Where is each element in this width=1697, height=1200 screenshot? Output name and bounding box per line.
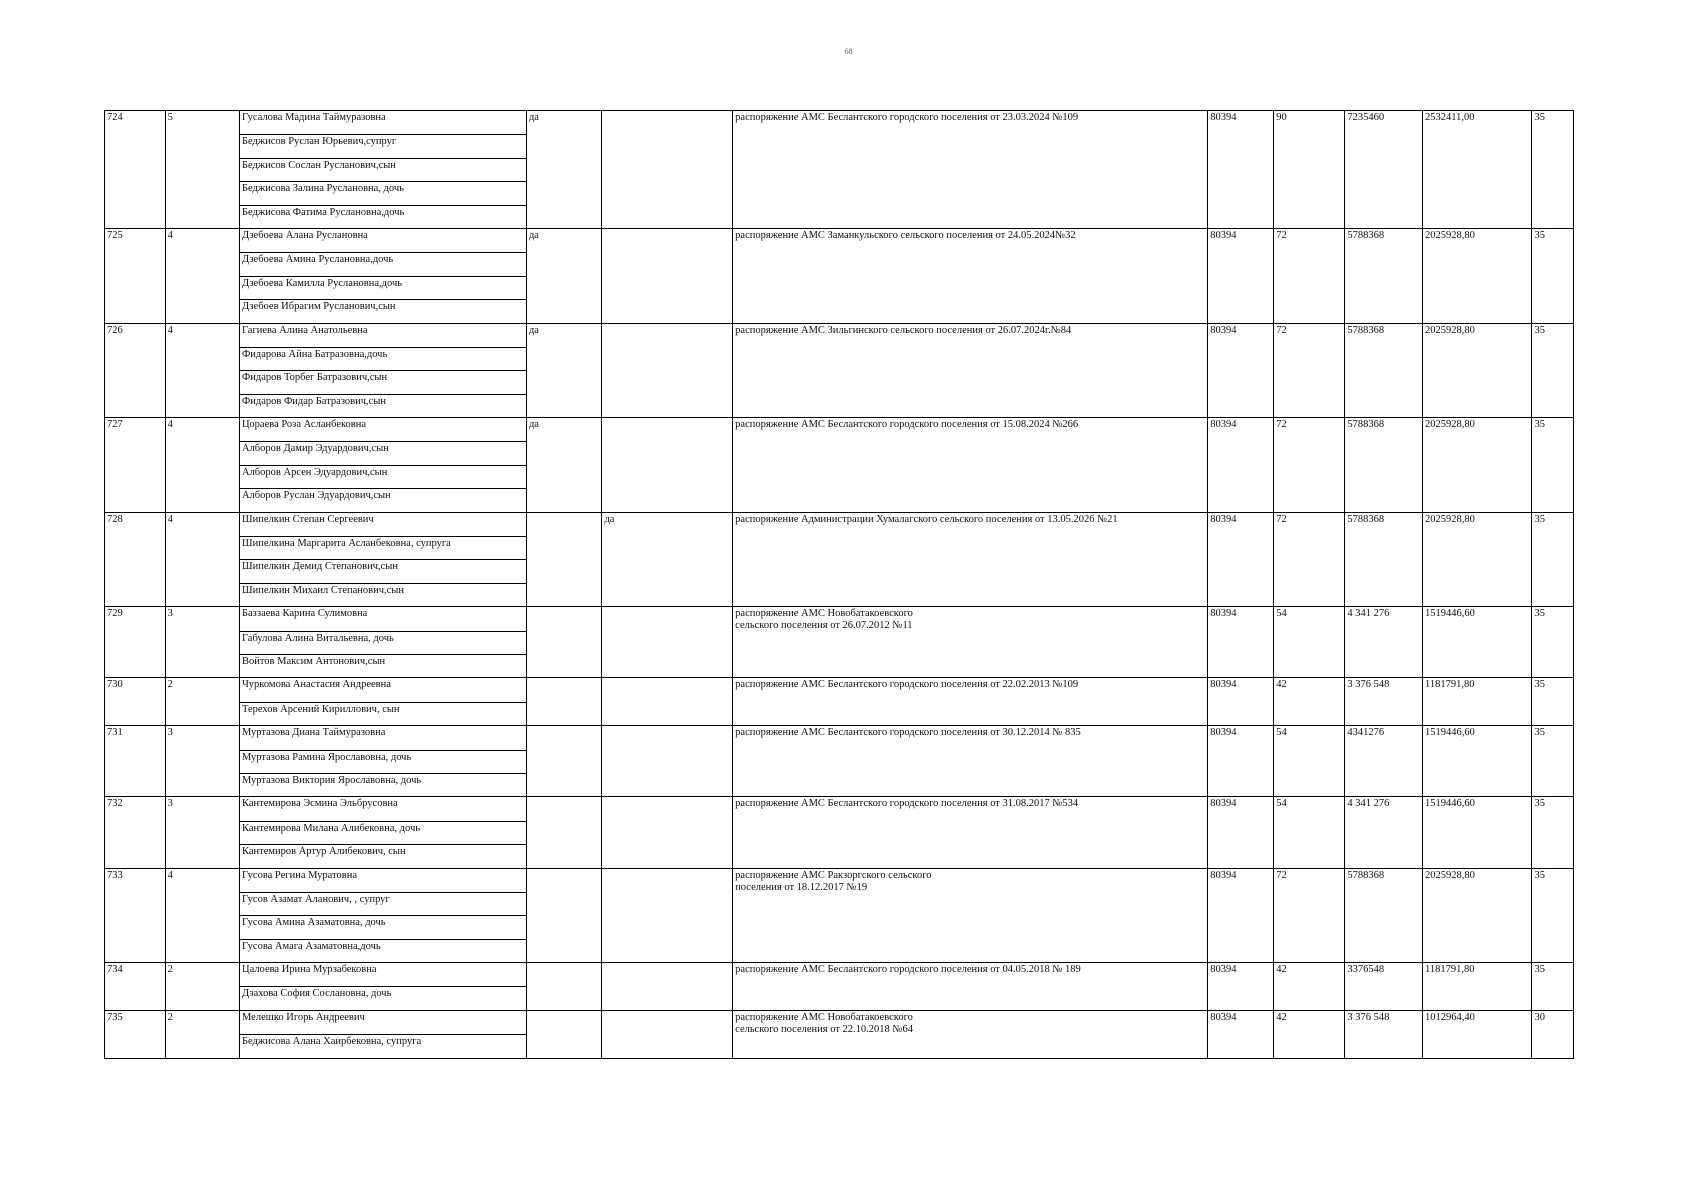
total-cost-cell: 5788368 xyxy=(1345,868,1423,963)
family-members-list xyxy=(240,678,526,725)
flag-cell-b: да xyxy=(602,512,733,607)
family-member: Гагиева Алина Анатольевна xyxy=(241,324,368,336)
flag-cell-a xyxy=(526,868,601,963)
total-cost-cell: 4 341 276 xyxy=(1345,607,1423,678)
family-member: Кантемирова Эсмина Эльбрусовна xyxy=(241,798,398,810)
family-members-cell xyxy=(239,512,526,607)
family-member: Кантемиров Артур Алибекович, сын xyxy=(240,844,526,867)
family-member: Цалоева Ирина Мурзабековна xyxy=(241,964,377,976)
family-size-cell: 3 xyxy=(165,797,239,868)
flag-cell-a: да xyxy=(526,111,601,229)
family-member: Дзебоева Амина Руслановна,дочь xyxy=(240,252,526,275)
table-row xyxy=(105,726,1574,797)
percent-cell: 35 xyxy=(1532,418,1574,513)
row-number-cell: 727 xyxy=(105,418,166,513)
percent-cell: 35 xyxy=(1532,228,1574,323)
area-cell: 42 xyxy=(1274,678,1345,726)
row-number-cell: 726 xyxy=(105,323,166,418)
page-number: 68 xyxy=(844,47,853,56)
decree-cell: распоряжение АМС Беслантского городского поселения от 30.12.2014 № 835 xyxy=(733,726,1208,797)
decree-cell: распоряжение АМС Беслантского городского поселения от 22.02.2013 №109 xyxy=(733,678,1208,726)
subsidy-cell: 1012964,40 xyxy=(1422,1010,1531,1058)
code-cell: 80394 xyxy=(1208,111,1274,229)
percent-cell: 35 xyxy=(1532,797,1574,868)
family-size-cell: 4 xyxy=(165,418,239,513)
total-cost-cell: 3376548 xyxy=(1345,963,1423,1011)
family-members-list xyxy=(240,418,526,512)
code-cell: 80394 xyxy=(1208,1010,1274,1058)
subsidy-cell: 2025928,80 xyxy=(1422,228,1531,323)
flag-cell-b xyxy=(602,963,733,1011)
family-members-cell xyxy=(239,1010,526,1058)
decree-cell: распоряжение АМС Беслантского городского поселения от 31.08.2017 №534 xyxy=(733,797,1208,868)
area-cell: 72 xyxy=(1274,323,1345,418)
flag-cell-b xyxy=(602,228,733,323)
row-number-cell: 725 xyxy=(105,228,166,323)
table-row xyxy=(105,868,1574,963)
flag-cell-a xyxy=(526,1010,601,1058)
family-member: Гусов Азамат Аланович, , супруг xyxy=(240,892,526,915)
table-row xyxy=(105,678,1574,726)
code-cell: 80394 xyxy=(1208,418,1274,513)
family-member: Терехов Арсений Кириллович, сын xyxy=(240,702,526,725)
subsidy-cell: 1519446,60 xyxy=(1422,797,1531,868)
decree-cell: распоряжение АМС Ракзоргского сельского поселения от 18.12.2017 №19 xyxy=(733,868,1208,963)
table-row xyxy=(105,111,1574,229)
family-member: Гусалова Мадина Таймуразовна xyxy=(241,112,386,123)
family-member: Дзебоева Камилла Руслановна,дочь xyxy=(240,276,526,299)
row-number-cell: 732 xyxy=(105,797,166,868)
family-member: Дзебоева Алана Руслановна xyxy=(241,229,368,241)
flag-cell-a xyxy=(526,607,601,678)
percent-cell: 35 xyxy=(1532,607,1574,678)
family-member: Беджисов Руслан Юрьевич,супруг xyxy=(240,134,526,157)
family-size-cell: 2 xyxy=(165,678,239,726)
row-number-cell: 729 xyxy=(105,607,166,678)
flag-cell-a xyxy=(526,963,601,1011)
code-cell: 80394 xyxy=(1208,607,1274,678)
decree-cell: распоряжение АМС Новобатакоевского сельского поселения от 26.07.2012 №11 xyxy=(733,607,1208,678)
subsidy-cell: 1519446,60 xyxy=(1422,726,1531,797)
total-cost-cell: 5788368 xyxy=(1345,418,1423,513)
area-cell: 72 xyxy=(1274,228,1345,323)
housing-register-table xyxy=(104,110,1574,1059)
table-row xyxy=(105,1010,1574,1058)
row-number-cell: 733 xyxy=(105,868,166,963)
family-member: Алборов Арсен Эдуардович,сын xyxy=(240,465,526,488)
percent-cell: 35 xyxy=(1532,726,1574,797)
family-member: Шипелкин Демид Степанович,сын xyxy=(240,559,526,582)
family-members-list xyxy=(240,869,526,963)
flag-cell-b xyxy=(602,797,733,868)
flag-cell-b xyxy=(602,1010,733,1058)
family-members-list xyxy=(240,229,526,323)
family-members-cell xyxy=(239,228,526,323)
family-members-cell xyxy=(239,868,526,963)
area-cell: 54 xyxy=(1274,797,1345,868)
family-members-list xyxy=(240,324,526,418)
row-number-cell: 728 xyxy=(105,512,166,607)
code-cell: 80394 xyxy=(1208,678,1274,726)
family-size-cell: 5 xyxy=(165,111,239,229)
area-cell: 72 xyxy=(1274,418,1345,513)
family-member: Мелешко Игорь Андреевич xyxy=(241,1011,365,1023)
area-cell: 90 xyxy=(1274,111,1345,229)
row-number-cell: 734 xyxy=(105,963,166,1011)
code-cell: 80394 xyxy=(1208,323,1274,418)
percent-cell: 35 xyxy=(1532,111,1574,229)
code-cell: 80394 xyxy=(1208,797,1274,868)
family-member: Алборов Дамир Эдуардович,сын xyxy=(240,441,526,464)
total-cost-cell: 3 376 548 xyxy=(1345,1010,1423,1058)
decree-cell: распоряжение Администрации Хумалагского сельского поселения от 13.05.2026 №21 xyxy=(733,512,1208,607)
family-size-cell: 4 xyxy=(165,868,239,963)
family-members-cell xyxy=(239,797,526,868)
area-cell: 42 xyxy=(1274,963,1345,1011)
subsidy-cell: 2025928,80 xyxy=(1422,512,1531,607)
family-members-list xyxy=(240,797,526,867)
row-number-cell: 731 xyxy=(105,726,166,797)
table-row xyxy=(105,797,1574,868)
percent-cell: 30 xyxy=(1532,1010,1574,1058)
family-member: Габулова Алина Витальевна, дочь xyxy=(240,631,526,654)
flag-cell-b xyxy=(602,607,733,678)
flag-cell-b xyxy=(602,111,733,229)
family-member: Шипелкин Степан Сергеевич xyxy=(241,513,374,525)
code-cell: 80394 xyxy=(1208,868,1274,963)
total-cost-cell: 4341276 xyxy=(1345,726,1423,797)
family-member: Шипелкин Михаил Степанович,сын xyxy=(240,583,526,606)
decree-cell: распоряжение АМС Новобатакоевского сельского поселения от 22.10.2018 №64 xyxy=(733,1010,1208,1058)
area-cell: 54 xyxy=(1274,726,1345,797)
family-size-cell: 4 xyxy=(165,228,239,323)
area-cell: 42 xyxy=(1274,1010,1345,1058)
family-size-cell: 2 xyxy=(165,963,239,1011)
subsidy-cell: 2532411,00 xyxy=(1422,111,1531,229)
table-row xyxy=(105,963,1574,1011)
percent-cell: 35 xyxy=(1532,323,1574,418)
table-row xyxy=(105,228,1574,323)
area-cell: 72 xyxy=(1274,868,1345,963)
table-row xyxy=(105,607,1574,678)
family-member: Гусова Амина Азаматовна, дочь xyxy=(240,915,526,938)
flag-cell-b xyxy=(602,726,733,797)
family-member: Беджисов Сослан Русланович,сын xyxy=(240,158,526,181)
subsidy-cell: 2025928,80 xyxy=(1422,418,1531,513)
family-members-cell xyxy=(239,418,526,513)
code-cell: 80394 xyxy=(1208,512,1274,607)
flag-cell-b xyxy=(602,868,733,963)
flag-cell-b xyxy=(602,678,733,726)
subsidy-cell: 1181791,80 xyxy=(1422,678,1531,726)
family-member: Беджисова Алана Хаирбековна, супруга xyxy=(240,1034,526,1057)
total-cost-cell: 7235460 xyxy=(1345,111,1423,229)
percent-cell: 35 xyxy=(1532,678,1574,726)
family-members-list xyxy=(240,607,526,677)
family-member: Чуркомова Анастасия Андреевна xyxy=(241,679,391,691)
area-cell: 54 xyxy=(1274,607,1345,678)
family-member: Дзахова София Сослановна, дочь xyxy=(240,986,526,1009)
family-member: Кантемирова Милана Алибековна, дочь xyxy=(240,821,526,844)
total-cost-cell: 3 376 548 xyxy=(1345,678,1423,726)
family-member: Муртазова Виктория Ярославовна, дочь xyxy=(240,773,526,796)
total-cost-cell: 4 341 276 xyxy=(1345,797,1423,868)
family-members-cell xyxy=(239,678,526,726)
family-members-cell xyxy=(239,726,526,797)
row-number-cell: 724 xyxy=(105,111,166,229)
subsidy-cell: 2025928,80 xyxy=(1422,868,1531,963)
family-members-list xyxy=(240,111,526,228)
decree-cell: распоряжение АМС Заманкульского сельского поселения от 24.05.2024№32 xyxy=(733,228,1208,323)
family-members-list xyxy=(240,963,526,1010)
family-member: Фидарова Айна Батразовна,дочь xyxy=(240,347,526,370)
row-number-cell: 735 xyxy=(105,1010,166,1058)
family-member: Гусова Регина Муратовна xyxy=(241,869,358,881)
row-number-cell: 730 xyxy=(105,678,166,726)
flag-cell-a xyxy=(526,726,601,797)
family-member: Шипелкина Маргарита Асланбековна, супруга xyxy=(240,536,526,559)
family-member: Гусова Амага Азаматовна,дочь xyxy=(240,939,526,962)
family-member: Беджисова Залина Руслановна, дочь xyxy=(240,181,526,204)
flag-cell-a xyxy=(526,512,601,607)
family-member: Муртазова Рамина Ярославовна, дочь xyxy=(240,750,526,773)
percent-cell: 35 xyxy=(1532,868,1574,963)
family-members-cell xyxy=(239,323,526,418)
family-members-list xyxy=(240,513,526,607)
subsidy-cell: 1181791,80 xyxy=(1422,963,1531,1011)
code-cell: 80394 xyxy=(1208,228,1274,323)
flag-cell-a: да xyxy=(526,418,601,513)
table-row xyxy=(105,418,1574,513)
family-member: Беджисова Фатима Руслановна,дочь xyxy=(240,205,526,228)
flag-cell-a: да xyxy=(526,323,601,418)
family-member: Дзебоев Ибрагим Русланович,сын xyxy=(240,299,526,322)
family-member: Цораева Роза Асланбековна xyxy=(241,419,367,431)
total-cost-cell: 5788368 xyxy=(1345,512,1423,607)
family-size-cell: 2 xyxy=(165,1010,239,1058)
decree-cell: распоряжение АМС Зильгинского сельского поселения от 26.07.2024г.№84 xyxy=(733,323,1208,418)
flag-cell-b xyxy=(602,323,733,418)
family-members-cell xyxy=(239,963,526,1011)
flag-cell-b xyxy=(602,418,733,513)
family-member: Муртазова Диана Таймуразовна xyxy=(241,727,386,739)
family-members-cell xyxy=(239,607,526,678)
family-members-cell xyxy=(239,111,526,229)
family-members-list xyxy=(240,726,526,796)
family-member: Алборов Руслан Эдуардович,сын xyxy=(240,488,526,511)
subsidy-cell: 2025928,80 xyxy=(1422,323,1531,418)
code-cell: 80394 xyxy=(1208,726,1274,797)
family-size-cell: 4 xyxy=(165,323,239,418)
percent-cell: 35 xyxy=(1532,512,1574,607)
decree-cell: распоряжение АМС Беслантского городского поселения от 23.03.2024 №109 xyxy=(733,111,1208,229)
family-size-cell: 3 xyxy=(165,607,239,678)
percent-cell: 35 xyxy=(1532,963,1574,1011)
family-size-cell: 4 xyxy=(165,512,239,607)
table-row xyxy=(105,512,1574,607)
code-cell: 80394 xyxy=(1208,963,1274,1011)
decree-cell: распоряжение АМС Беслантского городского поселения от 04.05.2018 № 189 xyxy=(733,963,1208,1011)
decree-cell: распоряжение АМС Беслантского городского поселения от 15.08.2024 №266 xyxy=(733,418,1208,513)
flag-cell-a: да xyxy=(526,228,601,323)
table-row xyxy=(105,323,1574,418)
family-members-list xyxy=(240,1011,526,1058)
family-size-cell: 3 xyxy=(165,726,239,797)
family-member: Баззаева Карина Сулимовна xyxy=(241,608,368,620)
family-member: Фидаров Фидар Батразович,сын xyxy=(240,394,526,417)
flag-cell-a xyxy=(526,678,601,726)
total-cost-cell: 5788368 xyxy=(1345,323,1423,418)
total-cost-cell: 5788368 xyxy=(1345,228,1423,323)
family-member: Фидаров Торбег Батразович,сын xyxy=(240,370,526,393)
subsidy-cell: 1519446,60 xyxy=(1422,607,1531,678)
area-cell: 72 xyxy=(1274,512,1345,607)
flag-cell-a xyxy=(526,797,601,868)
family-member: Войтов Максим Антонович,сын xyxy=(240,654,526,677)
